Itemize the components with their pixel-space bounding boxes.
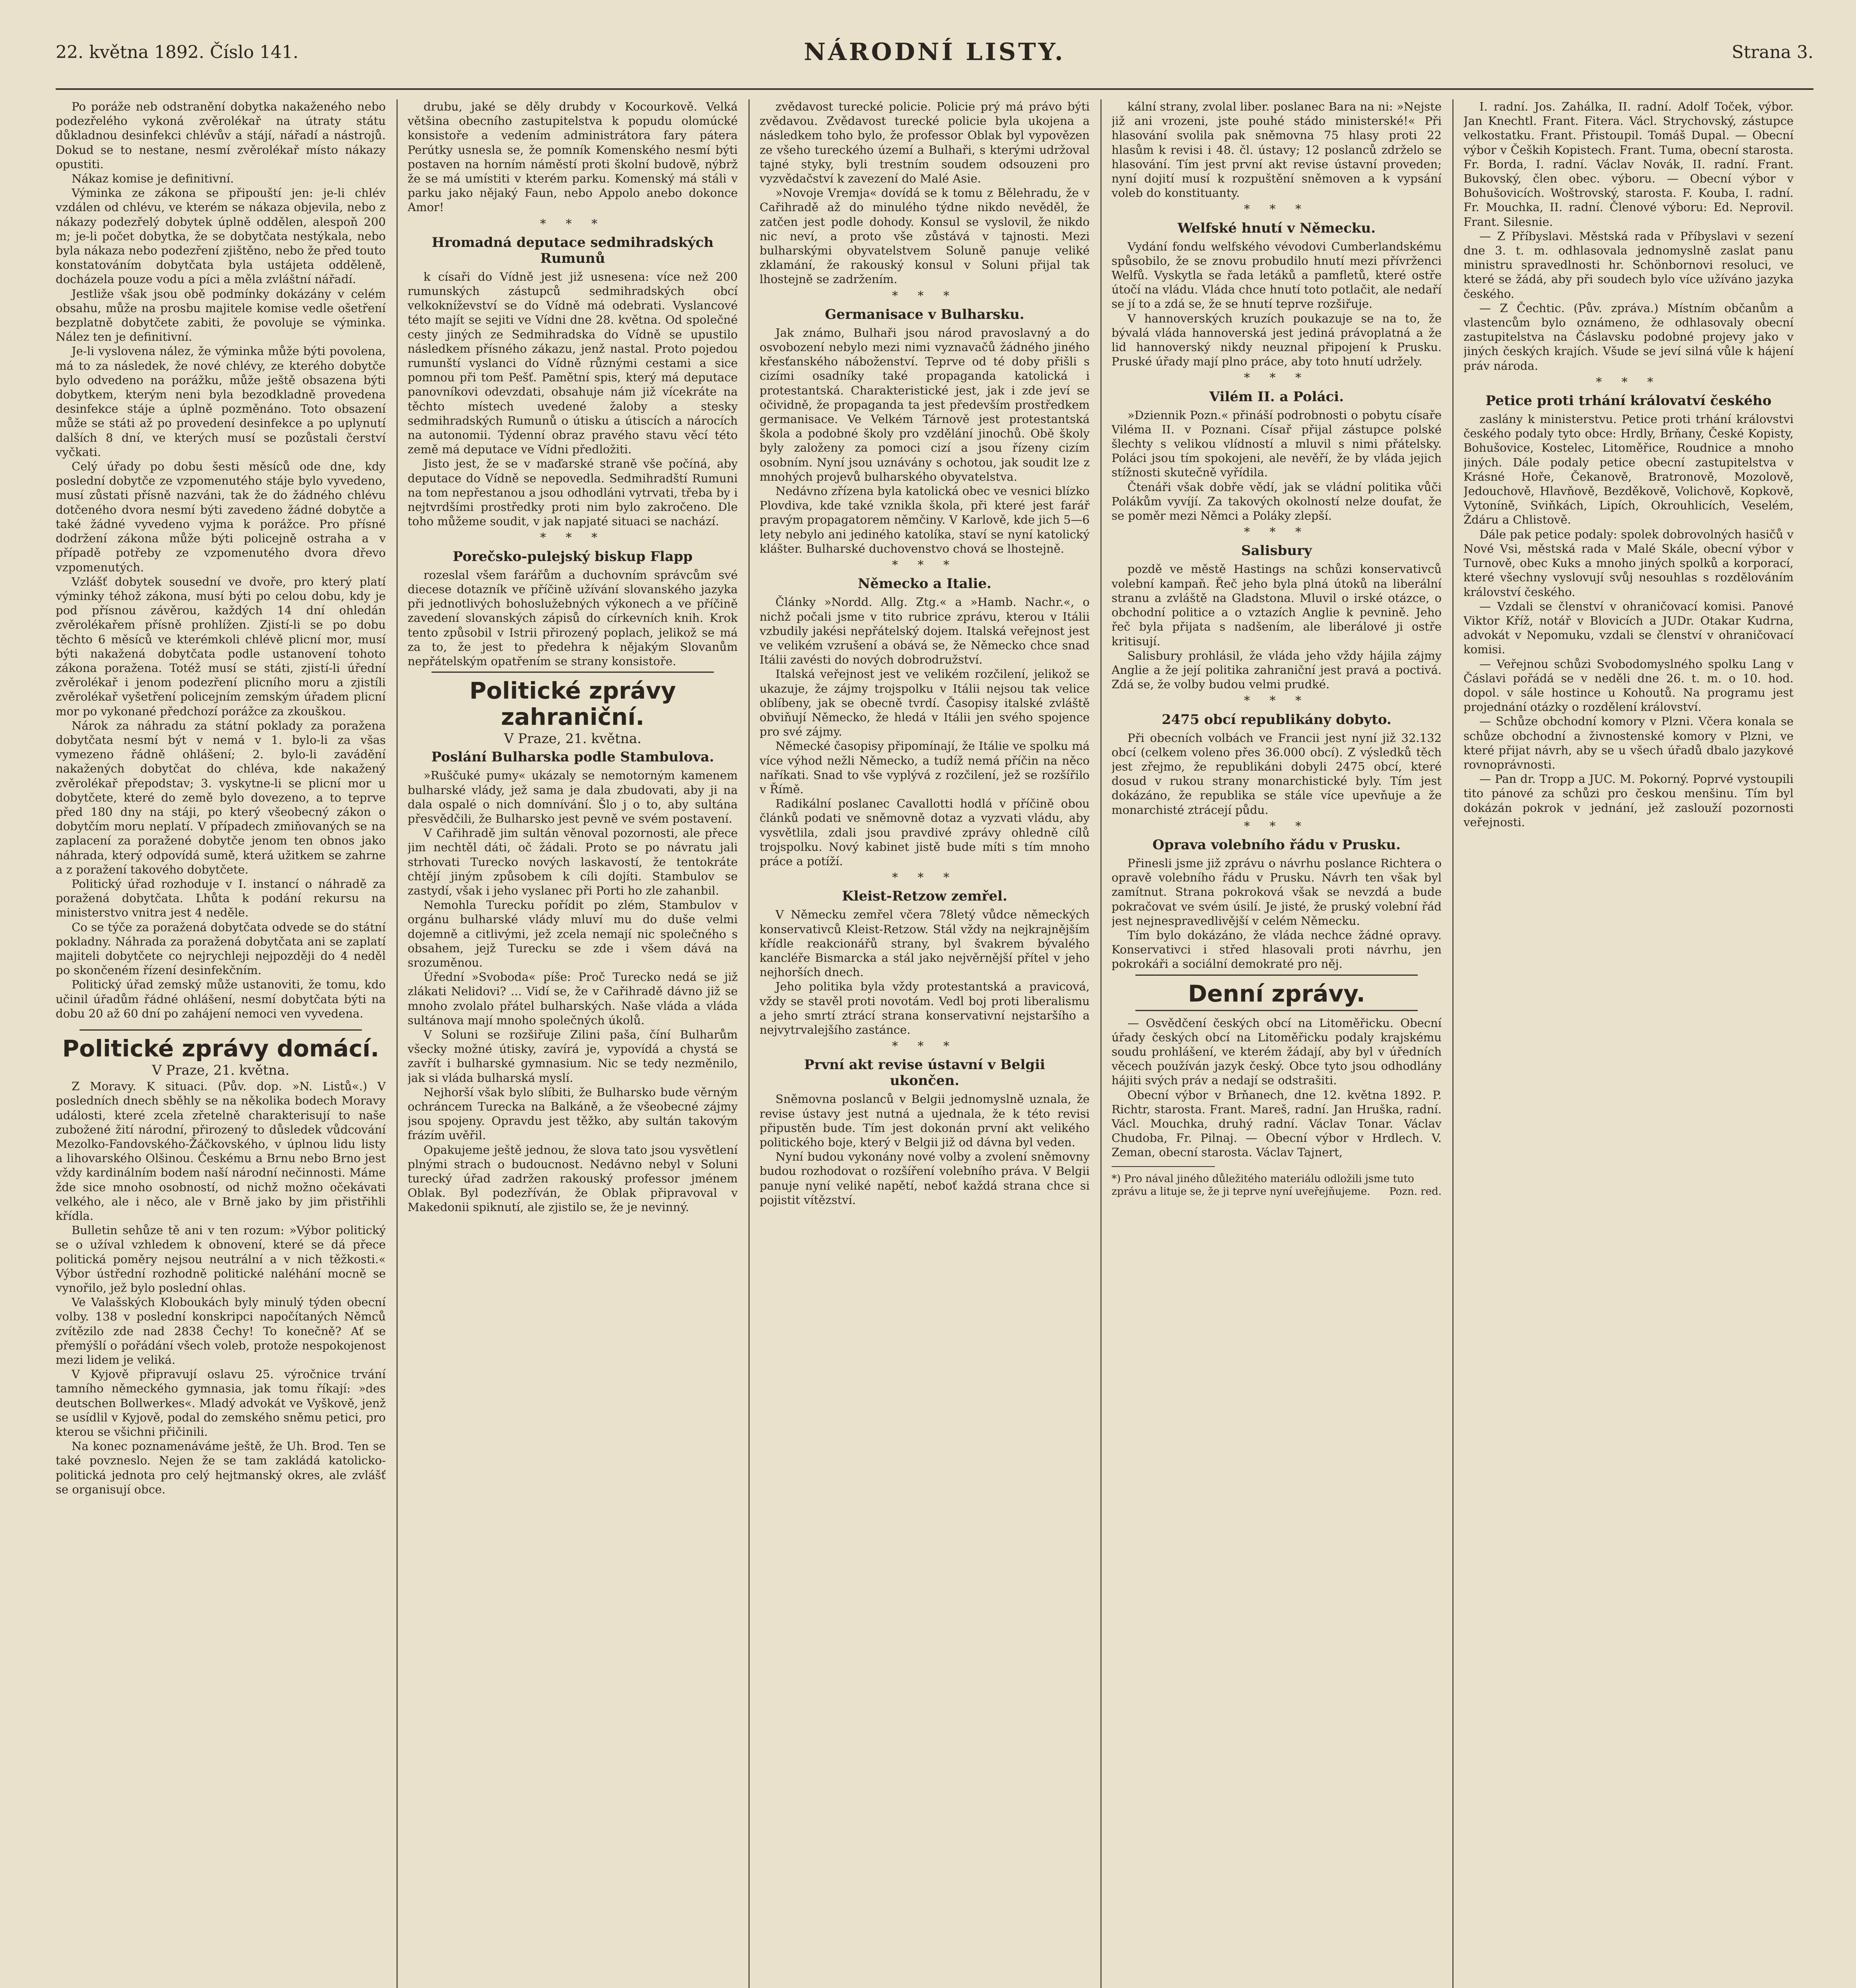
section-title: Denní zprávy. <box>1188 980 1365 1007</box>
section-title: Politické zprávy zahraniční. <box>469 677 676 731</box>
page-number: Strana 3. <box>1732 42 1813 62</box>
text-block <box>56 99 386 1021</box>
paragraph: Články »Nordd. Allg. Ztg.« a »Hamb. Nachr.«, o nichž počali jsme v tito rubrice zprávu, kterou v Itálii vzbudily jakési nepřátelský dojem. Italská veřejnost jest ve velikém vzrušení a obává se, že Německo chce snad Itálii zavésti do nových dobrodružství. <box>760 595 1090 667</box>
text-block <box>1463 99 1794 373</box>
paragraph: — Schůze obchodní komory v Plzni. Včera konala se schůze obchodní a živnostenské komory v Plzni, ve které přijat návrh, aby se u všech úřadů dbalo jazykové rovnoprávnosti. <box>1463 714 1794 771</box>
separator-dots: * * * <box>1596 375 1662 389</box>
article-heading: Germanisace v Bulharsku. <box>825 306 1024 322</box>
paragraph: — Veřejnou schůzi Svobodomyslného spolku Lang v Čáslavi pořádá se v neděli dne 26. t. m. o 10. hod. dopol. v sále hostince u Kohoutů. Na programu jest projednání otázky o rozdělení království. <box>1463 657 1794 714</box>
paragraph: Obecní výbor v Brňanech, dne 12. května 1892. P. Richtr, starosta. Frant. Mareš, radní. Jan Hruška, radní. Václ. Mouchka, druhý radní. Václav Tonar. Václav Chudoba, Fr. Pilnaj. — Obecní výbor v Hrdlech. V. Zeman, obecní starosta. Václav Tajnert, <box>1112 1088 1442 1159</box>
paragraph: Nárok za náhradu za státní poklady za poražena dobytčata nesmí být v nemá v 1. bylo-li za všas vymezeno řádně ohlášení; 2. bylo-li zavádění nakažených dobytčat do chléva, kde nakažený zvěrolékař přepodstav; 3. vyskytne-li se plicní mor u dobytčete, které do země bylo dovezeno, a to teprve před 180 dny na stáji, po který všeobecný zákon o dobytčím moru neplatí. V případech zmiňovaných se na zaplacení za poražené dobytče jenom ten obnos jako náhrada, který odpovídá sumě, která užitkem se zahrne a z poražení takového dobytčete. <box>56 718 386 876</box>
separator-dots: * * * <box>892 1039 958 1054</box>
separator-dots: * * * <box>540 531 606 545</box>
paragraph: — Osvědčení českých obcí na Litoměřicku. Obecní úřady českých obcí na Litoměřicku podaly krajskému soudu prohlášení, ve kterém žádají, aby byl v úředních věcech používán jazyk český. Obce tyto jsou odhodlány hájiti svých práv a nedají se odstrašiti. <box>1112 1016 1442 1087</box>
paragraph: — Pan dr. Tropp a JUC. M. Pokorný. Poprvé vystoupili tito pánové za schůzi pro českou menšinu. Tím byl dokázán pokrok v jednání, jež zaslouží pozornosti veřejnosti. <box>1463 772 1794 829</box>
footnote <box>1112 1173 1442 1198</box>
text-block <box>1112 562 1442 691</box>
section-rule <box>431 672 714 673</box>
paragraph: Salisbury prohlásil, že vláda jeho vždy hájila zájmy Anglie a že její politika zahraniční jest pravá a poctivá. Zdá se, že volby budou velmi prudké. <box>1112 648 1442 691</box>
article-heading: Oprava volebního řádu v Prusku. <box>1152 837 1401 853</box>
section-header-domestic <box>56 1035 386 1077</box>
paragraph: »Dziennik Pozn.« přináší podrobnosti o pobytu císaře Viléma II. v Poznani. Císař přijal zástupce polské šlechty s velikou vlídností a mluvil s nimi přátelsky. Poláci jsou tím spokojeni, ale nevěří, že by vláda jejich stížnosti skutečně vyřídila. <box>1112 408 1442 480</box>
column-separator <box>1100 99 1102 1988</box>
article-heading: 2475 obcí republikány dobyto. <box>1162 711 1392 728</box>
paragraph: V Cařihradě jim sultán věnoval pozornosti, ale přece jim nechtěl dáti, oč žádali. Proto se po návratu jali strhovati Turecko nových laskavostí, že tentokráte chtějí jiným způsobem k cíli dojíti. Stambulov se zastydí, však i jeho vyslanec při Porti ho zle zahanbil. <box>408 826 738 897</box>
article-heading: Poslání Bulharska podle Stambulova. <box>431 749 714 765</box>
paragraph: V hannoverských kruzích poukazuje se na to, že bývalá vláda hannoverská jest jediná právoplatná a že lid hannoverský nikdy neuznal připojení k Prusku. Pruské úřady mají plno práce, aby toto hnutí udržely. <box>1112 311 1442 369</box>
text-block <box>760 326 1090 556</box>
paragraph: Při obecních volbách ve Francii jest nyní již 32.132 obcí (celkem voleno přes 36.000 obcí). Z výsledků těch jest zřejmo, že republikáni dobyli 2475 obcí, které dosud v rukou strany monarchistické byly. Tím jest dokázáno, že republika se stále více upevňuje a že monarchisté ztrácejí půdu. <box>1112 731 1442 817</box>
paragraph: Bulletin sehůze tě ani v ten rozum: »Výbor politický se o užíval vzhledem k obnovení, které se dá přece politická poměry nejsou neutrální a v nich těžkosti.« Výbor ústřední rozhodně politické naléhání mocně se vynořilo, jež bylo poslední ohlas. <box>56 1223 386 1295</box>
paragraph: Nyní budou vykonány nové volby a zvolení sněmovny budou rozhodovat o rozšíření volebního práva. V Belgii panuje nyní veliké napětí, neboť každá strana chce si pojistit vítězství. <box>760 1150 1090 1207</box>
paragraph: drubu, jaké se děly drubdy v Kocourkově. Velká většina obecního zastupitelstva k popudu olomúcké konsistoře a vedením administrátora fary pátera Perútky usnesla se, že pomník Komenského nesmí býti postaven na horním náměstí proti školní budově, nýbrž že se má umístiti v kterém parku. Komenský má stáli v parku jako nějaký Faun, nebo Appolo anebo dokonce Amor! <box>408 100 738 214</box>
paragraph: Je-li vyslovena nález, že výminka může býti povolena, má to za následek, že nové chlévy, ze kterého dobytče bylo odvedeno na porážku, může ještě obsazena býti dobytkem, kterým neni byla bezodkladně provedena desinfekce stáje a úplně pozměnáno. Toto obsazení může se státi až po provedení desinfekce a po uplynutí dalších 8 dní, ve kterých musí se pozůstali čerství vyčkati. <box>56 344 386 459</box>
paragraph: Vydání fondu welfského vévodovi Cumberlandskému spůsobilo, že se znovu probudilo hnutí mezi přívrženci Welfů. Vyskytla se řada letáků a pamfletů, které ostře útočí na vládu. Vláda chce hnutí toto potlačit, ale nedaří se jí to a zdá se, že se hnutí teprve rozšiřuje. <box>1112 239 1442 311</box>
article-heading: Porečsko-pulejský biskup Flapp <box>453 548 693 565</box>
newspaper-title: NÁRODNÍ LISTY. <box>804 38 1065 66</box>
paragraph: Na konec poznamenáváme ještě, že Uh. Brod. Ten se také povzneslo. Nejen že se tam zakládá katolicko-politická jednota pro celý hejtmanský okres, ale zvlášť se organisují obce. <box>56 1439 386 1496</box>
text-block <box>408 270 738 529</box>
dateline: V Praze, 21. května. <box>504 731 641 747</box>
paragraph: »Novoje Vremja« dovídá se k tomu z Bělehradu, že v Cařihradě až do minulého týdne nikdo nevěděl, že zatčen jest podle dohody. Konsul se vyslovil, že nikdo nic neví, a proto vše zůstává v tajnosti. Mezi bulharskými obyvatelstvem Soluně panuje veliké zklamání, že rakouský konsul v Soluni přijal tak lhostejně se zadržením. <box>760 186 1090 286</box>
paragraph: V Soluni se rozšiřuje Zilini paša, číní Bulharům všecky možné útisky, zavírá je, vypovídá a chystá se zavřít i bulharské gymnasium. Nic se tedy nezměnilo, jak si vláda bulharská myslí. <box>408 1027 738 1085</box>
paragraph: Radikální poslanec Cavallotti hodlá v příčině obou článků podati ve sněmovně dotaz a vyzvati vládu, aby vysvětlila, zdali jsou pravdivé zprávy ohledně cílů trojspolku. Nový kabinet jistě bude míti s tím mnoho práce a potíží. <box>760 797 1090 868</box>
text-block <box>1112 408 1442 523</box>
separator-dots: * * * <box>1244 819 1310 833</box>
text-block <box>408 99 738 215</box>
paragraph: Nákaz komise je definitivní. <box>72 172 234 186</box>
separator-dots: * * * <box>892 558 958 573</box>
column-3 <box>760 99 1090 1988</box>
text-block <box>760 99 1090 287</box>
text-block <box>408 768 738 1214</box>
paragraph: Nemohla Turecku pořídit po zlém, Stambulov v orgánu bulharské vlády mluví mu do duše velmi dojemně a citlivými, jež zcela nemají nic společného s obsahem, jejž Turecku se zde i všem dává na srozuměnou. <box>408 898 738 969</box>
text-block <box>56 1079 386 1497</box>
paragraph: — Z Příbyslavi. Městská rada v Příbyslavi v sezení dne 3. t. m. odhlasovala jednomyslně zaslat panu ministru spravedlnosti hr. Schönbornovi resoluci, ve které se žádá, aby při soudech bylo více užíváno jazyka českého. <box>1463 229 1794 301</box>
paragraph: Čtenáři však dobře vědí, jak se vládní politika vůči Polákům vyvíjí. Za takových okolností nelze doufat, že se poměr mezi Němci a Poláky zlepší. <box>1112 480 1442 523</box>
paragraph: Italská veřejnost jest ve velikém rozčilení, jelikož se ukazuje, že zájmy trojspolku v Itálii nejsou tak velice oblíbeny, jak se obecně tvrdí. Časopisy italské zvláště obviňují Německo, že hledá v Itálii jen svého spojence pro své zájmy. <box>760 667 1090 739</box>
text-block <box>1112 1016 1442 1160</box>
paragraph: — Z Čechtic. (Pův. zpráva.) Místním občanům a vlastencům bylo oznámeno, že odhlasovaly obecní zastupitelstva na Čáslavsku podobné projevy jako v jiných českých krajích. Všude se jeví silná vůle k hájení práv národa. <box>1463 301 1794 373</box>
column-2 <box>408 99 738 1988</box>
text-block <box>1112 731 1442 817</box>
text-block <box>1112 99 1442 200</box>
paragraph: Vzlášť dobytek sousední ve dvoře, pro který platí výminky téhož zákona, musí býti po celou dobu, kdy je pod přísnou závěrou, každých 14 dní ohledán zvěrolékařem přísně prohlížen. Zjistí-li se po dobu těchto 6 měsíců ve kterémkoli chlévě plicní mor, musí býti nakažená dobytčata podle ustanovení tohoto zákona poražena. Totéž musí se státi, zjistí-li úřední zvěrolékař i jenom podezření plicního moru a zjistíli zvěrolékař vyšetření policejním zemským úřadem plicní mor po vykonané předchozí porážce za zkouškou. <box>56 575 386 718</box>
paragraph: Dále pak petice podaly: spolek dobrovolných hasičů v Nové Vsi, městská rada v Malé Skále, obecní výbor v Turnově, obec Kuks a mnoho jiných spolků a korporací, které všechny vyslovují svůj nesouhlas s rozdělováním království českého. <box>1463 527 1794 599</box>
article-heading: Kleist-Retzow zemřel. <box>842 888 1007 905</box>
section-rule <box>80 1029 362 1031</box>
article-heading: Hromadná deputace sedmihradských Rumunů <box>431 234 714 266</box>
separator-dots: * * * <box>1244 202 1310 217</box>
separator-dots: * * * <box>1244 694 1310 708</box>
paragraph: zvědavost turecké policie. Policie prý má právo býti zvědavou. Zvědavost turecké policie byla ukojena a následkem toho bylo, že professor Oblak byl vypovězen ze všeho tureckého území a Bulhaři, s kterými udržoval tajné styky, byli trestním soudem odsouzeni pro vyzvědačství k zavezení do Malé Asie. <box>760 100 1090 186</box>
paragraph: pozdě ve městě Hastings na schůzi konservativců volební kampaň. Řeč jeho byla plná útoků na liberální stranu a zvláště na Gladstona. Mluvil o irské otázce, o obchodní politice a o vztazích Anglie k pevnině. Jeho řeč byla přijata s nadšením, ale liberálové ji ostře kritisují. <box>1112 562 1442 648</box>
paragraph: Opakujeme ještě jednou, že slova tato jsou vysvětlení plnými strach o budoucnost. Nedávno nebyl v Soluni turecký úřad zadržen rakouský professor jménem Oblak. Byl podezříván, že Oblak připravoval v Makedonii spiknutí, ale zjistilo se, že je nevinný. <box>408 1143 738 1214</box>
article-heading: Německo a Italie. <box>858 576 991 592</box>
paragraph: Jak známo, Bulhaři jsou národ pravoslavný a do osvobození nebylo mezi nimi vyznavačů žádného jiného křesťanského náboženství. Teprve od té doby přišli s cizími osadníky také propaganda katolická i protestantská. Charakteristické jest, jak i zde jeví se očividně, že propaganda ta jest především prostředkem germanisace. Ve Velkém Tárnově jest protestantská škola a podobné školy pro vzdělání jinochů. Obě školy byly založeny za pomoci cizí a jsou řízeny cizím osobním. Nyní jsou uznávány s ochotou, jak soudit lze z mnohých projevů bulharského obyvatelstva. <box>760 326 1090 483</box>
paragraph: Politický úřad zemský může ustanoviti, že tomu, kdo učinil úřadům řádné ohlášení, nesmí dobytčata býti na dobu 20 až 60 dní po zahájení nemoci ven vyvedena. <box>56 978 386 1020</box>
paragraph: kální strany, zvolal liber. poslanec Bara na ni: »Nejste již ani vrozeni, jste pouhé stádo ministerské!« Při hlasování svolila pak sněmovna 75 hlasy proti 22 hlasům k revisi i 48. čl. ústavy; 12 poslanců zdrželo se hlasování. Tím jest první akt revise ústavní proveden; nyní dojití musí k rozpuštění sněmoven a k vypsání voleb do konstituanty. <box>1112 100 1442 200</box>
dateline: V Praze, 21. května. <box>152 1062 290 1078</box>
text-block <box>760 907 1090 1037</box>
paragraph: Přinesli jsme již zprávu o návrhu poslance Richtera o opravě volebního řádu v Prusku. Návrh ten však byl zamítnut. Strana pokroková však se nevzdá a bude pokračovat ve svém úsilí. Je jisté, že pruský volební řád jest nejnespravedlivější v celém Německu. <box>1112 856 1442 928</box>
paragraph: Ve Valašských Kloboukách byly minulý týden obecní volby. 138 v poslední konskripci napočítaných Němců zvítězilo zde nad 2838 Čechy! To konečně? Ať se přemýšlí o pořádání všech voleb, protože nespokojenost mezi lidem je veliká. <box>56 1295 386 1367</box>
text-block <box>1112 239 1442 369</box>
article-heading: Vilém II. a Poláci. <box>1209 388 1344 405</box>
column-separator <box>396 99 398 1988</box>
section-rule <box>1135 1010 1418 1011</box>
article-heading: První akt revise ústavní v Belgii ukončen. <box>804 1057 1045 1089</box>
footnote-signature: Pozn. red. <box>1389 1185 1442 1198</box>
column-4 <box>1112 99 1442 1988</box>
paragraph: k císaři do Vídně jest již usnesena: více než 200 rumunských zástupců sedmihradských obcí velkokníževství se do Vídně má odebrati. Vyslancové této majít se sejiti ve Vídni dne 28. května. Od společné cesty jiných ze Sedmihradska do Vídně se upustilo následkem přísného zákazu, jenž nastal. Proto pojedou rumunští vyslanci do Vídně různými cestami a sice pomnou při tom Pešť. Pamětní spis, který má deputace panovníkovi odevzdati, obsahuje nám již vícekráte na těchto místech uvedené žaloby a stesky sedmihradských Rumunů o útisku a útiscích a nárocích na autonomii. Týdenní obraz pravého stavu věcí této země má deputace ve Vídni předložiti. <box>408 270 738 456</box>
separator-dots: * * * <box>892 871 958 885</box>
paragraph: Sněmovna poslanců v Belgii jednomyslně uznala, že revise ústavy jest nutná a ujednala, že k této revisi připustěn bude. Tím jest dokonán první akt velikého politického boje, který v Belgii již od dávna byl veden. <box>760 1092 1090 1149</box>
paragraph: Co se týče za poražená dobytčata odvede se do státní pokladny. Náhrada za poražená dobytčata ani se zaplatí majiteli dobytčete co nejrychleji nejpozději do 4 neděl po skončeném řízení desinfekčním. <box>56 920 386 977</box>
paragraph: V Kyjově připravují oslavu 25. výročnice trvání tamního německého gymnasia, jak tomu říkají: »des deutschen Bollwerkes«. Mladý advokát ve Vyškově, jenž se usídlil v Kyjově, podal do zemského sněmu petici, pro kterou se všichni přičinili. <box>56 1367 386 1439</box>
paragraph: Jestliže však jsou obě podmínky dokázány v celém obsahu, může na prosbu majitele komise vedle ošetření bezplatně dobytčete zabiti, že povoluje se výminka. Nález ten je definitivní. <box>56 287 386 344</box>
paragraph: Po poráže neb odstranění dobytka nakaženého nebo podezřelého vykoná zvěrolékař na útraty státu důkladnou desinfekci chlévův a stájí, nářadí a nástrojů. Dokud se to nestane, nesmí zvěrolékař místo nákazy opustiti. <box>56 100 386 171</box>
issue-date: 22. května 1892. Číslo 141. <box>56 42 299 62</box>
text-block <box>760 595 1090 868</box>
article-heading: Salisbury <box>1241 543 1312 559</box>
paragraph: — Vzdali se členství v ohraničovací komisi. Panové Viktor Kříž, notář v Blovicích a JUDr. Otakar Kudrna, advokát v Nepomuku, vzdali se členství v ohraničovací komisi. <box>1463 599 1794 656</box>
footnote-text: *) Pro nával jiného důležitého materiálu odložili jsme tuto zprávu a lituje se, že ji teprve nyní uveřejňujeme. <box>1112 1173 1414 1198</box>
text-block <box>760 1092 1090 1207</box>
column-5 <box>1463 99 1794 1988</box>
column-separator <box>748 99 750 1988</box>
column-1 <box>56 99 386 1988</box>
separator-dots: * * * <box>1244 525 1310 540</box>
paragraph: Jisto jest, že se v maďarské straně vše počíná, aby deputace do Vídně se nepovedla. Sedmihradští Rumuni na tom nepřestanou a jsou odhodláni vytrvati, třeba by i nejtvrdšími prostředky proti nim bylo zakročeno. Dle toho můžeme soudit, v jak napjaté situaci se nachází. <box>408 457 738 528</box>
masthead-rule <box>56 88 1813 90</box>
separator-dots: * * * <box>892 289 958 303</box>
footnote-rule <box>1112 1166 1215 1167</box>
paragraph: Tím bylo dokázáno, že vláda nechce žádné opravy. Konservativci i střed hlasovali proti návrhu, jen pokrokáři a sociální demokraté pro něj. <box>1112 928 1442 971</box>
article-heading: Petice proti trhání královatví českého <box>1485 393 1772 409</box>
article-heading: Welfské hnutí v Německu. <box>1177 220 1376 236</box>
section-header-daily <box>1112 980 1442 1007</box>
text-block <box>1463 412 1794 829</box>
text-block <box>408 568 738 668</box>
paragraph: rozeslal všem farářům a duchovním správcům své diecese dotazník ve příčině užívání slovanského jazyka při jednotlivých bohoslužebných výkonech a ve příčině zavedení slovanských zápisů do církevních knih. Krok tento způsobil v Istrii přirozený poplach, jelikož se má za to, že jest to předehra k nějakým Slovanům nepřátelským opatřením se strany konsistoře. <box>408 568 738 668</box>
paragraph: V Německu zemřel včera 78letý vůdce německých konservativců Kleist-Retzow. Stál vždy na nejkrajnějším křídle reakcionářů strany, byl švakrem bývalého kancléře Bismarcka a stál jako nejvěrnější přítel v jeho nejhorších dnech. <box>760 908 1090 979</box>
paragraph: Celý úřady po dobu šesti měsíců ode dne, kdy poslední dobytče ze vzpomenutého stáje bylo vyvedeno, musí zůstati přísně nazváni, tak že do žádného chlévu dotčeného dvora nesmí býti zavedeno žádné dobytče a také žádné vyvedeno vyjma k porážce. Pro přísné dodržení zákona může býti policejně ostraha a v případě potřeby ze vzpomenutého dvora dřevo vzpomenutých. <box>56 460 386 574</box>
masthead <box>56 38 1813 82</box>
section-title: Politické zprávy domácí. <box>62 1035 379 1062</box>
section-header-foreign <box>408 678 738 746</box>
paragraph: »Ruščuké pumy« ukázaly se nemotorným kamenem bulharské vlády, jež sama je dala zbudovati, aby ji na dala ospalé o nich domnívání. Šlo j o to, aby sultána přesvědčili, že Bulharsko jest pevně ve svém postavení. <box>408 769 738 825</box>
paragraph: Politický úřad rozhoduje v I. instancí o náhradě za poražená dobytčata. Lhůta k podání rekursu na ministerstvo vnitra jest 4 neděle. <box>56 877 386 920</box>
section-rule <box>1135 975 1418 976</box>
separator-dots: * * * <box>540 217 606 231</box>
paragraph: Nejhorší však bylo slíbiti, že Bulharsko bude věrným ochráncem Turecka na Balkáně, a že všeobecné zájmy jsou spojeny. Opravdu jest těžko, aby sultán takovým frázím uvěřil. <box>408 1085 738 1142</box>
paragraph: Jeho politika byla vždy protestantská a pravicová, vždy se stavěl proti novotám. Vedl boj proti liberalismu a jeho smrtí ztrácí strana konservativní nejstaršího a nejvytrvalejšího zastánce. <box>760 980 1090 1037</box>
paragraph: Z Moravy. K situaci. (Pův. dop. »N. Listů«.) V posledních dnech sběhly se na několika bodech Moravy události, které zcela zřetelně charakterisují to naše zubožené žití národní, přirozený to důsledek vůdcování Mezolko-Fandovského-Žáčkovského, v úplnou lidu listy a lihovarského Olšinou. Českému a Brnu nebo Brno jest vždy kardinálním bodem naší národní nečinnosti. Máme žde sice mnoho osobností, od nichž možno očekávati velkého, ale i něco, ale v Brně jako by jim přistřihli křídla. <box>56 1079 386 1223</box>
separator-dots: * * * <box>1244 371 1310 385</box>
paragraph: Úřední »Svoboda« píše: Proč Turecko nedá se již zlákati Nelidovi? ... Vidí se, že v Cařihradě dávno již se mnoho zvolalo přátel bulharských. Naše vláda a vláda sultánova mají mnoho společných úkolů. <box>408 970 738 1027</box>
paragraph: zaslány k ministerstvu. Petice proti trhání královstvi českého podaly tyto obce: Hrdly, Brňany, České Kopisty, Bohušovice, Kostelec, Litoměřice, Roudnice a mnoho jiných. Dále podaly petice obecní zastupitelstva v Krásné Hoře, Čekanově, Bratronově, Mozolově, Jedouchově, Hlavňově, Bezděkově, Volichově, Kopkově, Vytoníně, Sviňkách, Lipích, Okrouhlicích, Veselém, Ždáru a Chlistově. <box>1463 412 1794 527</box>
paragraph: Výminka ze zákona se připouští jen: je-li chlév vzdálen od chlévu, ve kterém se nákaza objevila, nebo z nákazy podezřelý dobytek úplně oddělen, alespoň 200 m; je-li počet dobytka, že se dobytčata nestýkala, nebo byla nákaza nebo podezření zjištěno, nebo že před touto konstatováním dobytčata byla ustájeta odděleně, docházela pouze vodu a píci a měla zvláštní nářadí. <box>56 186 386 286</box>
column-separator <box>1452 99 1454 1988</box>
paragraph: I. radní. Jos. Zahálka, II. radní. Adolf Toček, výbor. Jan Knechtl. Frant. Fitera. Václ. Strychovský, zástupce velkostatku. Frant. Přistoupil. Tomáš Dupal. — Obecní výbor v Čeških Kopistech. Frant. Tuma, obecní starosta. Fr. Borda, I. radní. Václav Novák, II. radní. Frant. Bukovský, člen obec. výboru. — Obecní výbor v Bohušovicích. Woštrovský, starosta. F. Kouba, I. radní. Fr. Mouchka, II. radní. Členové výboru: Ed. Neprovil. Frant. Silesnie. <box>1463 100 1794 229</box>
paragraph: Německé časopisy připomínají, že Itálie ve spolku má více výhod nežli Německo, a tudíž nemá příčin na něco naříkati. Snad to vše vyplývá z rozčilení, jež se rozšířilo v Římě. <box>760 739 1090 796</box>
text-block <box>1112 856 1442 971</box>
paragraph: Nedávno zřízena byla katolická obec ve vesnici blízko Plovdiva, kde také vznikla škola, při které jest farář pravým propagatorem němčiny. V Karlově, kde jich 5—6 lety nebylo ani jediného katolíka, staví se nyní katolický klášter. Bulharské duchovenstvo chová se lhostejně. <box>760 484 1090 555</box>
